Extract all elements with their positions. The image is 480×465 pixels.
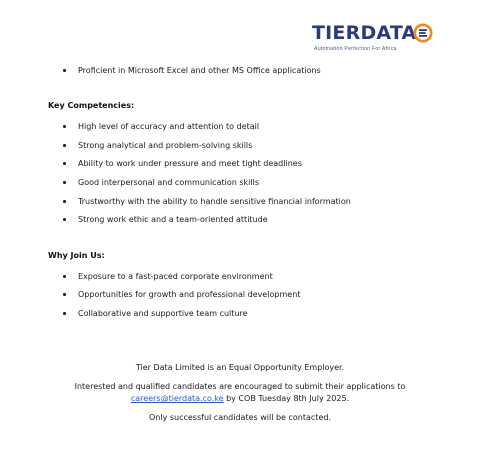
logo-wordmark: TIERDATA bbox=[312, 22, 417, 44]
application-instructions-line2 bbox=[0, 394, 480, 404]
logo-tagline: Automation Perfection For Africa bbox=[314, 46, 397, 52]
bullet-icon bbox=[63, 218, 66, 221]
bullet-icon bbox=[63, 162, 66, 165]
bullet-icon bbox=[63, 125, 66, 128]
bullet-icon bbox=[63, 144, 66, 147]
contact-note: Only successful candidates will be contacted. bbox=[148, 413, 331, 422]
bullet-icon bbox=[63, 181, 66, 184]
bullet-icon bbox=[63, 200, 66, 203]
bullet-icon bbox=[63, 293, 66, 296]
deadline-text: by COB Tuesday 8th July 2025. bbox=[223, 394, 350, 403]
application-instructions-line1: Interested and qualified candidates are encouraged to submit their applications to bbox=[74, 382, 406, 391]
bullet-icon bbox=[63, 69, 66, 72]
tierdata-e-mark-icon bbox=[413, 23, 433, 43]
bullet-icon bbox=[63, 275, 66, 278]
bullet-icon bbox=[63, 312, 66, 315]
section-heading-competencies: Key Competencies: bbox=[48, 101, 135, 110]
section-heading-why-join: Why Join Us: bbox=[48, 251, 105, 260]
careers-email-link[interactable]: careers@tierdata.co.ke bbox=[130, 394, 224, 403]
job-posting-page: TIERDATA Automation Perfection For Africa Proficient in Microsoft Excel and other MS Office applications Key Competencies: High level of accuracy and attention to detail Strong analytical and problem-solving skills Ability to work under pressure and meet tight deadlines Good interpersonal and communication skills Trustworthy with the ability to handle sensitive financial information Strong work ethic and a team-oriented attitude Why Join Us: Exposure to a fast-paced corporate environment Opportunities for growth and professional development Collaborative and supportive team culture Tier Data Limited is an Equal Opportunity Employer. Interested and qualified candidates are encouraged to submit their applications to careers@tierdata.co.ke by COB Tuesday 8th July 2025. Only successful candidates will be contacted. bbox=[0, 0, 480, 465]
equal-opportunity-statement: Tier Data Limited is an Equal Opportunity Employer. bbox=[135, 363, 345, 372]
company-logo bbox=[312, 22, 434, 58]
